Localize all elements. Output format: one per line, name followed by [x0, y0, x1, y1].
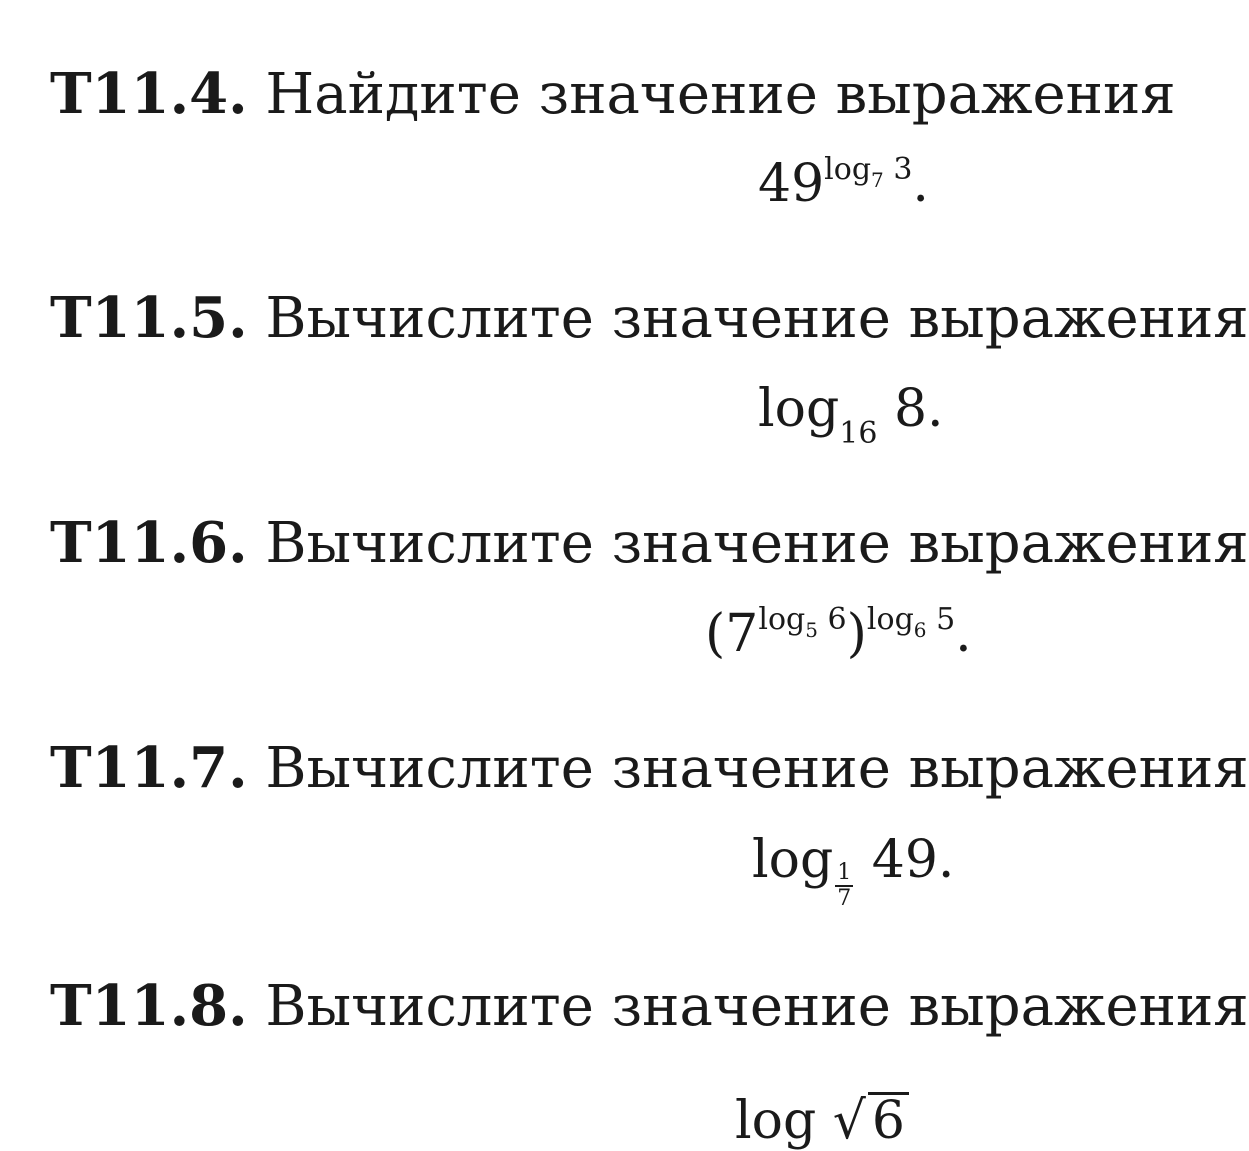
- problem-number: Т11.4.: [50, 61, 248, 127]
- problem-text: Вычислите значение выражения: [265, 286, 1249, 351]
- formula: $49^{log_7 3}$.: [758, 151, 929, 214]
- problem-text: Вычислите значение выражения: [265, 736, 1249, 801]
- radicand: 6: [868, 1092, 909, 1147]
- problem-number: Т11.7.: [50, 735, 248, 801]
- problem-number: Т11.6.: [50, 510, 248, 576]
- formula: $(7^{log_5 6})^{log_6 5}$.: [705, 601, 972, 664]
- formula: log $\frac{1}{7}$ 49.: [752, 830, 955, 911]
- formula: log √ 6: [735, 1092, 909, 1147]
- problem-heading: [50, 61, 1176, 127]
- problem-text: Вычислите значение выражения: [265, 974, 1249, 1039]
- problem-heading: [50, 735, 1249, 801]
- problem-text: Вычислите значение выражения: [265, 511, 1249, 576]
- problem-heading: [50, 973, 1249, 1039]
- problem-heading: [50, 285, 1249, 351]
- fraction: $\frac{1}{7}$: [837, 860, 852, 911]
- formula: $\log_{16} 8$.: [758, 379, 944, 451]
- sqrt-sign: √: [832, 1091, 866, 1151]
- problem-heading: [50, 510, 1249, 576]
- problem-number: Т11.8.: [50, 973, 248, 1039]
- problem-text: Найдите значение выражения: [265, 62, 1176, 127]
- problem-number: Т11.5.: [50, 285, 248, 351]
